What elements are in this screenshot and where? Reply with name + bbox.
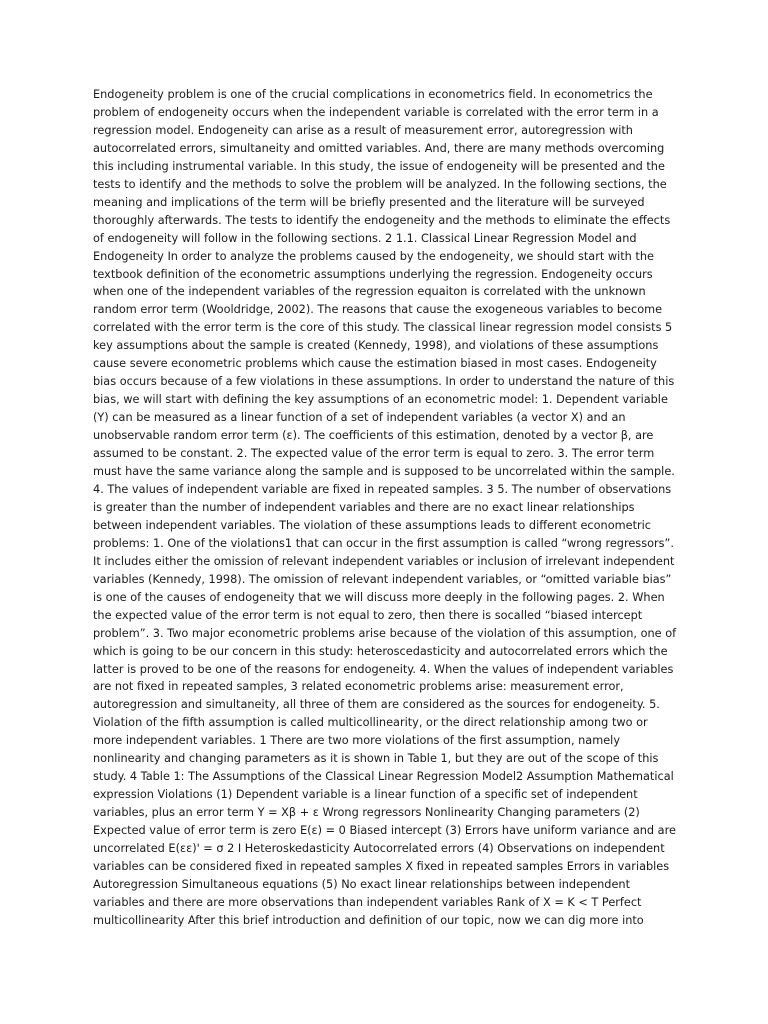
- body-text: Endogeneity problem is one of the crucial complications in econometrics field. In econometrics the problem of endogeneity occurs when the independent variable is correlated with the error term in a regression model. Endogeneity can arise as a result of measurement error, autoregression with autocorrelated errors, simultaneity and omitted variables. And, there are many methods overcoming this including instrumental variable. In this study, the issue of endogeneity will be presented and the tests to identify and the methods to solve the problem will be analyzed. In the following sections, the meaning and implications of the term will be briefly presented and the literature will be surveyed thoroughly afterwards. The tests to identify the endogeneity and the methods to eliminate the effects of endogeneity will follow in the following sections. 2 1.1. Classical Linear Regression Model and Endogeneity In order to analyze the problems caused by the endogeneity, we should start with the textbook definition of the econometric assumptions underlying the regression. Endogeneity occurs when one of the independent variables of the regression equaiton is correlated with the unknown random error term (Wooldridge, 2002). The reasons that cause the exogeneous variables to become correlated with the error term is the core of this study. The classical linear regression model consists 5 key assumptions about the sample is created (Kennedy, 1998), and violations of these assumptions cause severe econometric problems which cause the estimation biased in most cases. Endogeneity bias occurs because of a few violations in these assumptions. In order to understand the nature of this bias, we will start with defining the key assumptions of an econometric model: 1. Dependent variable (Y) can be measured as a linear function of a set of independent variables (a vector X) and an unobservable random error term (ε). The coefficients of this estimation, denoted by a vector β, are assumed to be constant. 2. The expected value of the error term is equal to zero. 3. The error term must have the same variance along the sample and is supposed to be uncorrelated within the sample. 4. The values of independent variable are fixed in repeated samples. 3 5. The number of observations is greater than the number of independent variables and there are no exact linear relationships between independent variables. The violation of these assumptions leads to different econometric problems: 1. One of the violations1 that can occur in the first assumption is called “wrong regressors”. It includes either the omission of relevant independent variables or inclusion of irrelevant independent variables (Kennedy, 1998). The omission of relevant independent variables, or “omitted variable bias” is one of the causes of endogeneity that we will discuss more deeply in the following pages. 2. When the expected value of the error term is not equal to zero, then there is socalled “biased intercept problem”. 3. Two major econometric problems arise because of the violation of this assumption, one of which is going to be our concern in this study: heteroscedasticity and autocorrelated errors which the latter is proved to be one of the reasons for endogeneity. 4. When the values of independent variables are not fixed in repeated samples, 3 related econometric problems arise: measurement error, autoregression and simultaneity, all three of them are considered as the sources for endogeneity. 5. Violation of the fifth assumption is called multicollinearity, or the direct relationship among two or more independent variables. 1 There are two more violations of the first assumption, namely nonlinearity and changing parameters as it is shown in Table 1, but they are out of the scope of this study. 4 Table 1: The Assumptions of the Classical Linear Regression Model2 Assumption Mathematical expression Violations (1) Dependent variable is a linear function of a specific set of independent variables, plus an error term Y = Xβ + ε Wrong regressors Nonlinearity Changing parameters (2) Expected value of error term is zero E(ε) = 0 Biased intercept (3) Errors have uniform variance and are uncorrelated E(εε)' = σ 2 I Heteroskedasticity Autocorrelated errors (4) Observations on independent variables can be considered fixed in repeated samples X fixed in repeated samples Errors in variables Autoregression Simultaneous equations (5) No exact linear relationships between independent variables and there are more observations than independent variables Rank of X = K < T Perfect multicollinearity After this brief introduction and definition of our topic, now we can dig more into: [93, 88, 677, 927]
